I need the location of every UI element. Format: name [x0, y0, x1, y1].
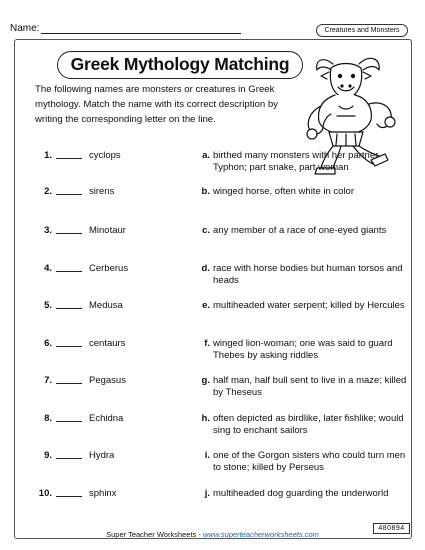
- answer-blank[interactable]: [56, 225, 82, 234]
- item-number: 3.: [44, 225, 52, 236]
- item-description: often depicted as birdlike, later fishlike; would sing to enchant sailors: [213, 413, 404, 436]
- list-item: [0, 375, 425, 405]
- item-description: birthed many monsters with her partner Typhon; part snake, part woman: [213, 150, 379, 173]
- list-item: [0, 413, 425, 443]
- answer-blank[interactable]: [56, 263, 82, 272]
- item-description: any member of a race of one-eyed giants: [213, 225, 387, 236]
- item-term: Minotaur: [89, 225, 126, 236]
- item-description: winged horse, often white in color: [213, 186, 354, 197]
- name-label: Name:: [10, 23, 40, 34]
- item-letter: h.: [201, 413, 210, 424]
- item-letter: c.: [202, 225, 210, 236]
- answer-blank[interactable]: [56, 186, 82, 195]
- item-term: centaurs: [89, 338, 126, 349]
- item-letter: g.: [201, 375, 210, 386]
- item-term: sphinx: [89, 488, 117, 499]
- item-term: Hydra: [89, 450, 115, 461]
- name-input-line[interactable]: [41, 24, 241, 34]
- category-badge: Creatures and Monsters: [316, 24, 408, 37]
- item-letter: d.: [201, 263, 210, 274]
- item-term: cyclops: [89, 150, 121, 161]
- item-term: Medusa: [89, 300, 123, 311]
- item-letter: i.: [204, 450, 210, 461]
- answer-blank[interactable]: [56, 413, 82, 422]
- item-term: Pegasus: [89, 375, 126, 386]
- item-number: 2.: [44, 186, 52, 197]
- item-description: race with horse bodies but human torsos and heads: [213, 263, 403, 286]
- item-number: 4.: [44, 263, 52, 274]
- list-item: [0, 186, 425, 216]
- item-number: 8.: [44, 413, 52, 424]
- item-number: 6.: [44, 338, 52, 349]
- item-number: 1.: [44, 150, 52, 161]
- footer-site-name: Super Teacher Worksheets -: [106, 530, 203, 539]
- list-item: [0, 338, 425, 368]
- item-term: sirens: [89, 186, 115, 197]
- item-letter: f.: [204, 338, 210, 349]
- item-description: half man, half bull sent to live in a maze; killed by Theseus: [213, 375, 407, 398]
- answer-blank[interactable]: [56, 338, 82, 347]
- list-item: [0, 450, 425, 480]
- item-number: 5.: [44, 300, 52, 311]
- worksheet-code: 480894: [373, 523, 410, 534]
- item-letter: b.: [201, 186, 210, 197]
- answer-blank[interactable]: [56, 488, 82, 497]
- item-number: 9.: [44, 450, 52, 461]
- list-item: [0, 300, 425, 330]
- item-number: 7.: [44, 375, 52, 386]
- item-description: multiheaded water serpent; killed by Hercules: [213, 300, 405, 311]
- item-letter: a.: [202, 150, 210, 161]
- instructions-text: The following names are monsters or creatures in Greek mythology. Match the name with its correct description by writing the corresponding letter on the line.: [35, 84, 278, 125]
- item-letter: j.: [204, 488, 210, 499]
- list-item: [0, 150, 425, 180]
- item-description: one of the Gorgon sisters who could turn men to stone; killed by Perseus: [213, 450, 406, 473]
- item-description: winged lion-woman; one was said to guard Thebes by asking riddles: [213, 338, 393, 361]
- footer: [0, 530, 425, 539]
- answer-blank[interactable]: [56, 300, 82, 309]
- page-title: Greek Mythology Matching: [57, 51, 303, 79]
- list-item: [0, 263, 425, 293]
- list-item: [0, 225, 425, 255]
- item-description: multiheaded dog guarding the underworld: [213, 488, 389, 499]
- answer-blank[interactable]: [56, 450, 82, 459]
- answer-blank[interactable]: [56, 375, 82, 384]
- list-item: [0, 488, 425, 518]
- item-letter: e.: [202, 300, 210, 311]
- answer-blank[interactable]: [56, 150, 82, 159]
- item-term: Cerberus: [89, 263, 129, 274]
- name-row: [10, 23, 241, 34]
- footer-url-link[interactable]: www.superteacherworksheets.com: [202, 530, 319, 539]
- item-term: Echidna: [89, 413, 124, 424]
- item-number: 10.: [38, 488, 52, 499]
